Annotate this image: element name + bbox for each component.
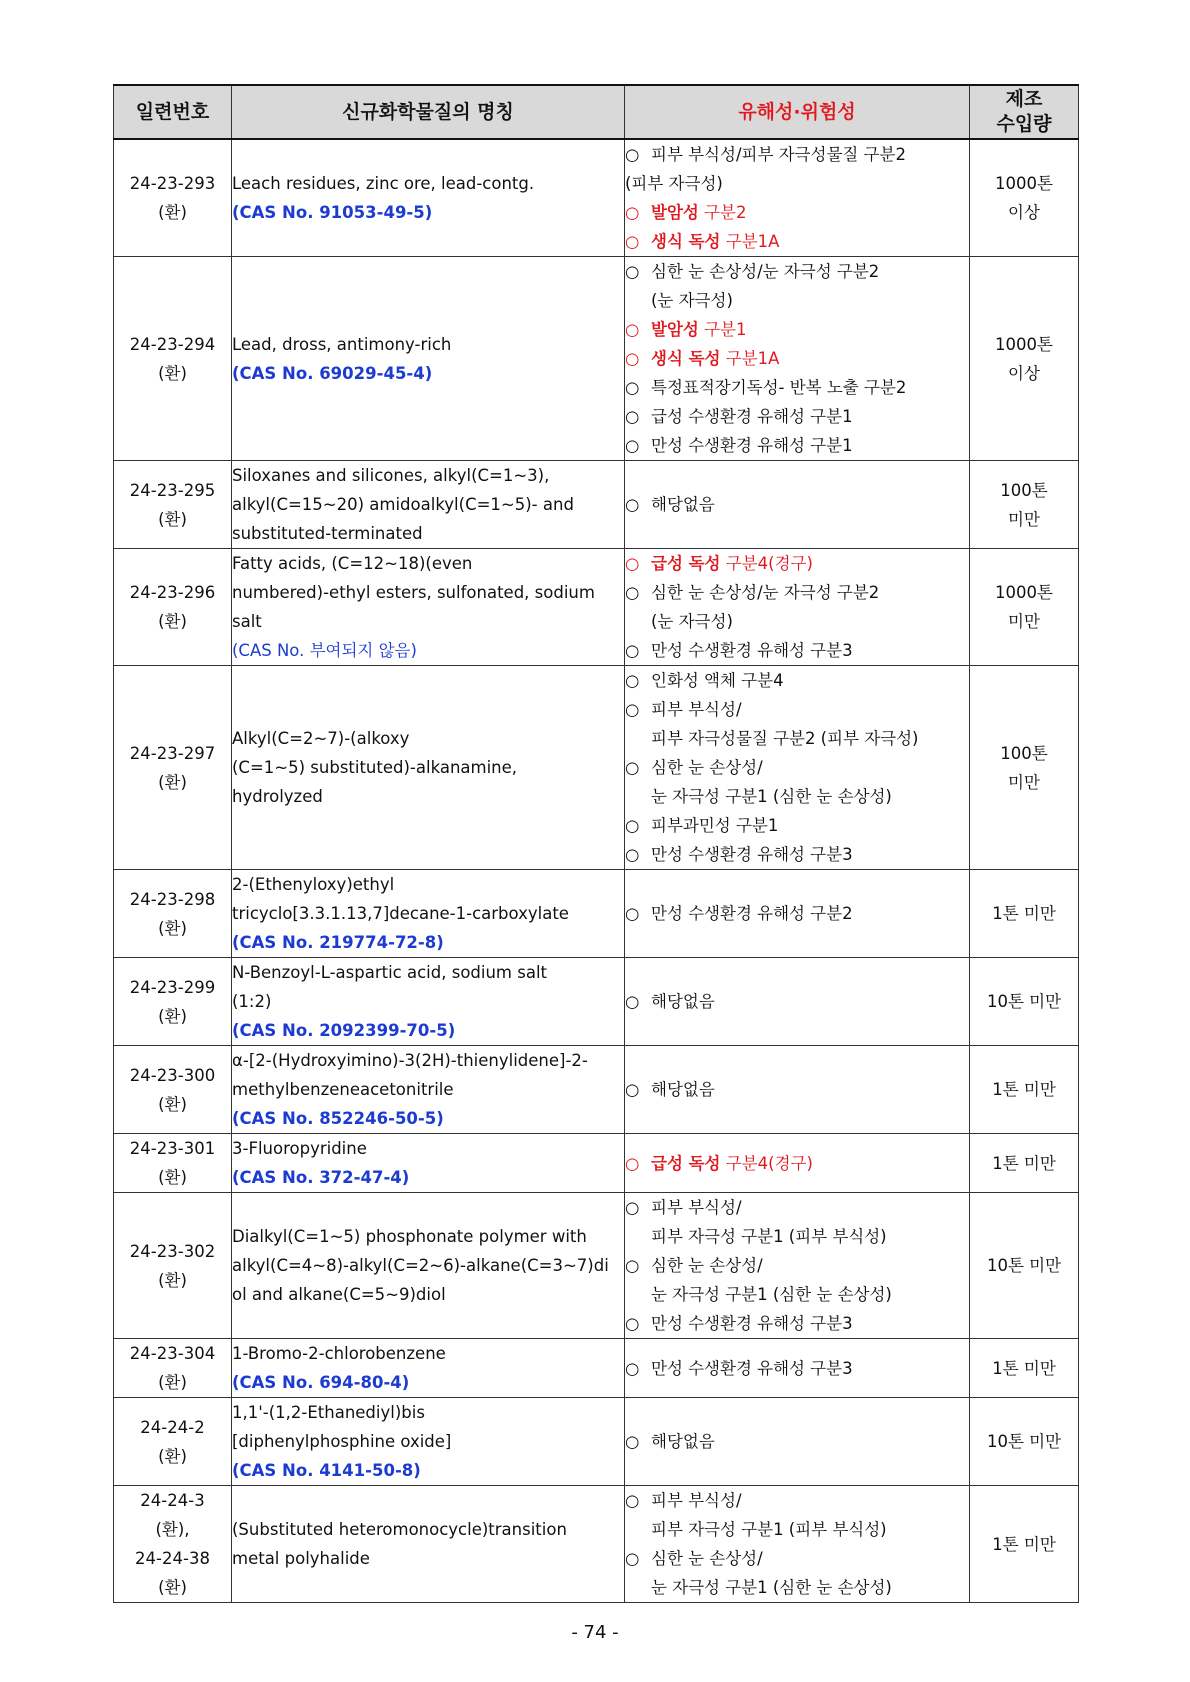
- circle-bullet-icon: ○: [625, 232, 640, 251]
- hazard-item: [625, 1515, 969, 1544]
- chemical-name-line: 3-Fluoropyridine: [232, 1139, 367, 1158]
- chemical-name-line: salt: [232, 612, 262, 631]
- chemical-name-cell: [232, 1398, 625, 1486]
- serial-text: (환): [158, 612, 187, 631]
- quantity-cell: [970, 958, 1079, 1046]
- hazard-text: 피부 부식성/: [651, 1198, 742, 1217]
- hazard-text: 심한 눈 손상성/눈 자극성 구분2: [651, 583, 880, 602]
- table-row: [114, 1046, 1079, 1134]
- chemical-name-line: 1-Bromo-2-chlorobenzene: [232, 1344, 446, 1363]
- header-hazard: 유해성·위험성: [625, 85, 970, 139]
- table-row: [114, 958, 1079, 1046]
- hazard-item: [625, 344, 969, 373]
- hazard-text: 해당없음: [651, 1080, 715, 1099]
- quantity-text: 이상: [1008, 363, 1040, 383]
- serial-text: (환): [158, 1373, 187, 1392]
- hazard-cell: [625, 1193, 970, 1339]
- circle-bullet-icon: ○: [625, 1153, 640, 1173]
- circle-bullet-icon: ○: [625, 349, 640, 368]
- serial-text: 24-23-301: [129, 1139, 216, 1158]
- chemical-table: [113, 84, 1079, 1603]
- hazard-item: [625, 431, 969, 460]
- serial-cell: [114, 1486, 232, 1603]
- chemical-name-cell: [232, 1339, 625, 1398]
- circle-bullet-icon: ○: [625, 554, 640, 573]
- chemical-name-cell: [232, 1134, 625, 1193]
- hazard-text: (피부 자극성): [625, 174, 723, 193]
- circle-bullet-icon: ○: [625, 1256, 640, 1275]
- circle-bullet-icon: ○: [625, 1491, 640, 1510]
- serial-cell: [114, 666, 232, 870]
- serial-cell: [114, 958, 232, 1046]
- chemical-name-line: N-Benzoyl-L-aspartic acid, sodium salt: [232, 963, 548, 982]
- chemical-name-line: Dialkyl(C=1~5) phosphonate polymer with: [232, 1227, 587, 1246]
- quantity-text: 1톤 미만: [992, 1358, 1056, 1378]
- circle-bullet-icon: ○: [625, 700, 640, 719]
- hazard-text: 눈 자극성 구분1 (심한 눈 손상성): [651, 1578, 892, 1597]
- hazard-item: [625, 1486, 969, 1515]
- chemical-name-line: methylbenzeneacetonitrile: [232, 1080, 454, 1099]
- hazard-cell: [625, 1398, 970, 1486]
- hazard-text: 심한 눈 손상성/: [651, 1256, 763, 1275]
- table-row: [114, 1398, 1079, 1486]
- hazard-category: 구분1A: [720, 232, 780, 251]
- hazard-class-name: 급성 독성: [651, 554, 721, 573]
- hazard-item: [625, 1222, 969, 1251]
- quantity-text: 1톤 미만: [992, 1534, 1056, 1554]
- circle-bullet-icon: ○: [625, 203, 640, 222]
- hazard-class-name: 생식 독성: [651, 232, 721, 251]
- circle-bullet-icon: ○: [625, 262, 640, 281]
- hazard-text: 눈 자극성 구분1 (심한 눈 손상성): [651, 787, 892, 806]
- hazard-text: 해당없음: [651, 992, 715, 1011]
- circle-bullet-icon: ○: [625, 641, 640, 660]
- serial-text: (환): [158, 1006, 187, 1026]
- quantity-cell: [970, 1486, 1079, 1603]
- hazard-cell: [625, 549, 970, 666]
- quantity-cell: [970, 1193, 1079, 1339]
- serial-text: 24-23-294: [129, 334, 216, 354]
- serial-text: (환): [158, 918, 187, 938]
- hazard-text: 피부 자극성 구분1 (피부 부식성): [651, 1520, 887, 1539]
- hazard-cell: [625, 666, 970, 870]
- hazard-item: [625, 840, 969, 869]
- chemical-name-cell: [232, 139, 625, 257]
- quantity-text: 1톤 미만: [992, 1153, 1056, 1173]
- hazard-text: 만성 수생환경 유해성 구분1: [651, 436, 853, 455]
- chemical-name-line: 2-(Ethenyloxy)ethyl: [232, 875, 395, 894]
- hazard-cell: [625, 1339, 970, 1398]
- circle-bullet-icon: ○: [625, 378, 640, 397]
- header-quantity-line2: 수입량: [996, 113, 1052, 135]
- circle-bullet-icon: ○: [625, 1080, 640, 1099]
- hazard-text: 심한 눈 손상성/눈 자극성 구분2: [651, 262, 880, 281]
- serial-cell: [114, 1339, 232, 1398]
- chemical-name-line: tricyclo[3.3.1.13,7]decane-1-carboxylate: [232, 904, 569, 923]
- hazard-class-name: 발암성: [651, 320, 699, 339]
- table-header-row: [114, 85, 1079, 139]
- hazard-text: 인화성 액체 구분4: [651, 671, 784, 690]
- header-quantity-line1: 제조: [1005, 88, 1043, 110]
- chemical-name-line: ol and alkane(C=5~9)diol: [232, 1285, 446, 1304]
- chemical-name-cell: [232, 958, 625, 1046]
- quantity-text: 10톤 미만: [986, 1256, 1062, 1275]
- hazard-text: 만성 수생환경 유해성 구분3: [651, 1314, 853, 1333]
- serial-text: (환): [158, 509, 187, 529]
- hazard-text: 피부 부식성/: [651, 1491, 742, 1510]
- circle-bullet-icon: ○: [625, 1198, 640, 1217]
- hazard-cell: [625, 1486, 970, 1603]
- hazard-cell: [625, 139, 970, 257]
- quantity-cell: [970, 1398, 1079, 1486]
- quantity-cell: [970, 1046, 1079, 1134]
- quantity-text: 1000톤: [995, 334, 1053, 354]
- chemical-name-line: Alkyl(C=2~7)-(alkoxy: [232, 729, 410, 748]
- quantity-text: 이상: [1008, 203, 1040, 222]
- hazard-item: [625, 169, 969, 198]
- circle-bullet-icon: ○: [625, 407, 640, 426]
- serial-text: 24-23-300: [129, 1065, 216, 1085]
- circle-bullet-icon: ○: [625, 845, 640, 864]
- hazard-text: 심한 눈 손상성/: [651, 758, 763, 777]
- hazard-text: 만성 수생환경 유해성 구분3: [651, 845, 853, 864]
- hazard-cell: [625, 257, 970, 461]
- chemical-name-line: alkyl(C=4~8)-alkyl(C=2~6)-alkane(C=3~7)di: [232, 1256, 609, 1275]
- hazard-item: [625, 549, 969, 578]
- hazard-item: [625, 1075, 969, 1104]
- hazard-item: [625, 315, 969, 344]
- serial-cell: [114, 549, 232, 666]
- serial-text: (환),: [155, 1520, 190, 1539]
- serial-cell: [114, 870, 232, 958]
- chemical-name-line: Fatty acids, (C=12~18)(even: [232, 554, 473, 573]
- quantity-text: 미만: [1008, 772, 1040, 792]
- cas-number: (CAS No. 2092399-70-5): [232, 1021, 456, 1040]
- serial-text: 24-23-295: [129, 480, 216, 500]
- serial-cell: [114, 257, 232, 461]
- hazard-text: 특정표적장기독성- 반복 노출 구분2: [651, 378, 907, 397]
- hazard-item: [625, 1280, 969, 1309]
- serial-text: 24-23-304: [129, 1344, 216, 1363]
- table-row: [114, 257, 1079, 461]
- chemical-name-line: 1,1'-(1,2-Ethanediyl)bis: [232, 1403, 425, 1422]
- circle-bullet-icon: ○: [625, 1432, 640, 1451]
- chemical-name-line: (C=1~5) substituted)-alkanamine,: [232, 758, 518, 777]
- hazard-item: [625, 695, 969, 724]
- cas-number: (CAS No. 852246-50-5): [232, 1109, 444, 1128]
- table-row: [114, 666, 1079, 870]
- hazard-category: 구분4(경구): [720, 554, 813, 573]
- hazard-text: (눈 자극성): [651, 612, 733, 631]
- chemical-name-line: metal polyhalide: [232, 1549, 370, 1568]
- serial-text: 24-24-38: [135, 1549, 210, 1568]
- circle-bullet-icon: ○: [625, 1549, 640, 1568]
- hazard-item: [625, 666, 969, 695]
- hazard-item: [625, 724, 969, 753]
- hazard-item: [625, 578, 969, 607]
- hazard-text: 만성 수생환경 유해성 구분3: [651, 1358, 853, 1378]
- hazard-cell: [625, 461, 970, 549]
- hazard-item: [625, 1354, 969, 1383]
- hazard-text: 피부과민성 구분1: [651, 816, 779, 835]
- hazard-category: 구분2: [698, 203, 747, 222]
- chemical-name-cell: [232, 666, 625, 870]
- chemical-name-line: [diphenylphosphine oxide]: [232, 1432, 452, 1451]
- hazard-text: 심한 눈 손상성/: [651, 1549, 763, 1568]
- hazard-item: [625, 286, 969, 315]
- serial-text: 24-23-296: [129, 583, 216, 602]
- hazard-cell: [625, 1134, 970, 1193]
- quantity-text: 1000톤: [995, 174, 1053, 193]
- header-serial: 일련번호: [114, 85, 232, 139]
- table-row: [114, 1193, 1079, 1339]
- hazard-item: [625, 257, 969, 286]
- hazard-item: [625, 811, 969, 840]
- table-row: [114, 870, 1079, 958]
- chemical-name-line: hydrolyzed: [232, 787, 323, 806]
- quantity-cell: [970, 870, 1079, 958]
- chemical-name-cell: [232, 461, 625, 549]
- chemical-name-line: α-[2-(Hydroxyimino)-3(2H)-thienylidene]-2-: [232, 1051, 588, 1070]
- serial-text: 24-23-298: [129, 889, 216, 909]
- hazard-class-name: 급성 독성: [651, 1153, 721, 1173]
- hazard-text: 피부 부식성/피부 자극성물질 구분2: [651, 145, 906, 164]
- hazard-item: [625, 490, 969, 519]
- cas-number: (CAS No. 4141-50-8): [232, 1461, 421, 1480]
- hazard-category: 구분4(경구): [720, 1153, 813, 1173]
- hazard-cell: [625, 870, 970, 958]
- quantity-cell: [970, 666, 1079, 870]
- quantity-text: 1000톤: [995, 583, 1053, 602]
- circle-bullet-icon: ○: [625, 436, 640, 455]
- serial-cell: [114, 1398, 232, 1486]
- cas-number: (CAS No. 219774-72-8): [232, 933, 444, 952]
- chemical-name-cell: [232, 1193, 625, 1339]
- hazard-item: [625, 636, 969, 665]
- serial-text: (환): [158, 1446, 187, 1466]
- quantity-cell: [970, 139, 1079, 257]
- hazard-item: [625, 1427, 969, 1456]
- page-number: - 74 -: [571, 1622, 619, 1643]
- serial-text: (환): [158, 1578, 187, 1597]
- cas-number: (CAS No. 69029-45-4): [232, 363, 433, 383]
- circle-bullet-icon: ○: [625, 1314, 640, 1333]
- table-row: [114, 549, 1079, 666]
- table-row: [114, 461, 1079, 549]
- quantity-text: 10톤 미만: [986, 992, 1062, 1011]
- serial-cell: [114, 1193, 232, 1339]
- chemical-name-line: Lead, dross, antimony-rich: [232, 334, 452, 354]
- chemical-name-cell: [232, 257, 625, 461]
- chemical-name-line: alkyl(C=15~20) amidoalkyl(C=1~5)- and: [232, 495, 574, 514]
- hazard-item: [625, 1251, 969, 1280]
- serial-cell: [114, 1046, 232, 1134]
- circle-bullet-icon: ○: [625, 758, 640, 777]
- quantity-text: 100톤: [1000, 743, 1048, 763]
- hazard-item: [625, 987, 969, 1016]
- header-name: 신규화학물질의 명칭: [232, 85, 625, 139]
- circle-bullet-icon: ○: [625, 145, 640, 164]
- table-row: [114, 1134, 1079, 1193]
- chemical-name-cell: [232, 549, 625, 666]
- hazard-text: 피부 자극성물질 구분2 (피부 자극성): [651, 729, 919, 748]
- circle-bullet-icon: ○: [625, 583, 640, 602]
- quantity-cell: [970, 257, 1079, 461]
- header-quantity: [970, 85, 1079, 139]
- hazard-text: 눈 자극성 구분1 (심한 눈 손상성): [651, 1285, 892, 1304]
- quantity-cell: [970, 1134, 1079, 1193]
- chemical-name-cell: [232, 870, 625, 958]
- hazard-item: [625, 899, 969, 928]
- circle-bullet-icon: ○: [625, 495, 640, 514]
- hazard-item: [625, 373, 969, 402]
- quantity-text: 100톤: [1000, 480, 1048, 500]
- circle-bullet-icon: ○: [625, 671, 640, 690]
- serial-text: 24-23-302: [129, 1241, 216, 1261]
- serial-text: (환): [158, 203, 187, 222]
- circle-bullet-icon: ○: [625, 992, 640, 1011]
- chemical-name-line: Leach residues, zinc ore, lead-contg.: [232, 174, 535, 193]
- quantity-text: 1톤 미만: [992, 1080, 1056, 1099]
- hazard-item: [625, 227, 969, 256]
- hazard-item: [625, 753, 969, 782]
- circle-bullet-icon: ○: [625, 816, 640, 835]
- serial-text: 24-24-3: [140, 1491, 205, 1510]
- hazard-cell: [625, 958, 970, 1046]
- table-row: [114, 1339, 1079, 1398]
- circle-bullet-icon: ○: [625, 320, 640, 339]
- serial-text: (환): [158, 1168, 187, 1187]
- serial-text: (환): [158, 772, 187, 792]
- chemical-name-cell: [232, 1486, 625, 1603]
- quantity-cell: [970, 549, 1079, 666]
- hazard-item: [625, 140, 969, 169]
- quantity-text: 1톤 미만: [992, 904, 1056, 923]
- quantity-text: 10톤 미만: [986, 1432, 1062, 1451]
- chemical-name-line: (Substituted heteromonocycle)transition: [232, 1520, 567, 1539]
- cas-number: (CAS No. 694-80-4): [232, 1373, 410, 1392]
- hazard-text: 피부 부식성/: [651, 700, 742, 719]
- hazard-item: [625, 402, 969, 431]
- hazard-item: [625, 607, 969, 636]
- serial-text: 24-23-297: [129, 743, 216, 763]
- hazard-text: 급성 수생환경 유해성 구분1: [651, 407, 853, 426]
- quantity-cell: [970, 461, 1079, 549]
- hazard-text: 만성 수생환경 유해성 구분3: [651, 641, 853, 660]
- hazard-item: [625, 782, 969, 811]
- chemical-name-line: numbered)-ethyl esters, sulfonated, sodium: [232, 583, 595, 602]
- hazard-text: 피부 자극성 구분1 (피부 부식성): [651, 1227, 887, 1246]
- cas-number: (CAS No. 부여되지 않음): [232, 641, 417, 660]
- hazard-item: [625, 1573, 969, 1602]
- hazard-cell: [625, 1046, 970, 1134]
- hazard-text: 만성 수생환경 유해성 구분2: [651, 904, 853, 923]
- hazard-category: 구분1A: [720, 349, 780, 368]
- chemical-name-line: Siloxanes and silicones, alkyl(C=1~3),: [232, 466, 550, 485]
- hazard-class-name: 생식 독성: [651, 349, 721, 368]
- chemical-name-line: (1:2): [232, 992, 272, 1011]
- serial-text: 24-24-2: [140, 1417, 205, 1437]
- serial-cell: [114, 139, 232, 257]
- hazard-text: 해당없음: [651, 1432, 715, 1451]
- cas-number: (CAS No. 372-47-4): [232, 1168, 410, 1187]
- quantity-cell: [970, 1339, 1079, 1398]
- serial-text: (환): [158, 1094, 187, 1114]
- hazard-item: [625, 198, 969, 227]
- serial-text: 24-23-293: [129, 174, 216, 193]
- chemical-name-cell: [232, 1046, 625, 1134]
- table-body: [114, 139, 1079, 1603]
- quantity-text: 미만: [1008, 612, 1040, 631]
- serial-text: (환): [158, 363, 187, 383]
- serial-text: 24-23-299: [129, 977, 216, 997]
- circle-bullet-icon: ○: [625, 904, 640, 923]
- hazard-item: [625, 1544, 969, 1573]
- cas-number: (CAS No. 91053-49-5): [232, 203, 433, 222]
- hazard-category: 구분1: [698, 320, 747, 339]
- quantity-text: 미만: [1008, 509, 1040, 529]
- hazard-class-name: 발암성: [651, 203, 699, 222]
- hazard-item: [625, 1309, 969, 1338]
- hazard-text: 해당없음: [651, 495, 715, 514]
- hazard-item: [625, 1193, 969, 1222]
- circle-bullet-icon: ○: [625, 1358, 640, 1378]
- chemical-name-line: substituted-terminated: [232, 524, 423, 543]
- serial-cell: [114, 461, 232, 549]
- table-row: [114, 1486, 1079, 1603]
- serial-cell: [114, 1134, 232, 1193]
- table-row: [114, 139, 1079, 257]
- hazard-item: [625, 1149, 969, 1178]
- serial-text: (환): [158, 1270, 187, 1290]
- hazard-text: (눈 자극성): [651, 291, 733, 310]
